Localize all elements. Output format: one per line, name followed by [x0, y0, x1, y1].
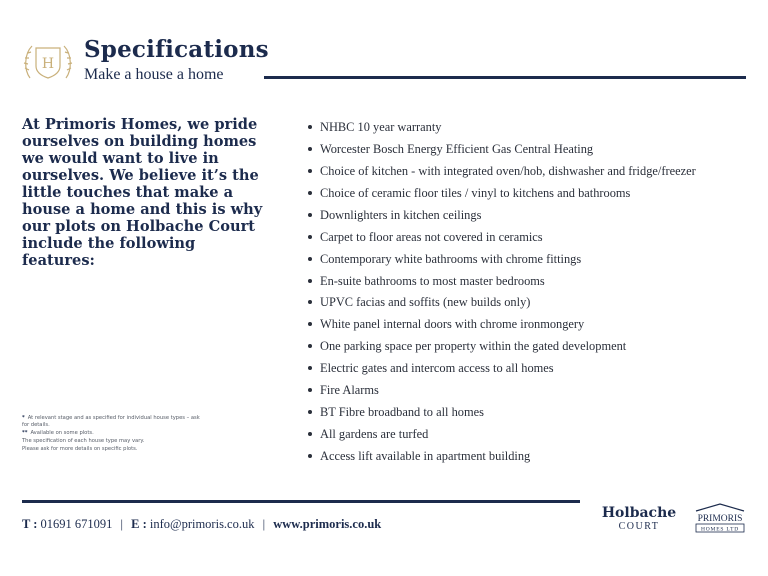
feature-text: White panel internal doors with chrome ironmongery [320, 317, 585, 332]
feature-text: Contemporary white bathrooms with chrome fittings [320, 251, 582, 266]
list-item [308, 204, 748, 226]
features-list [308, 116, 748, 467]
phone-number[interactable]: 01691 671091 [40, 517, 113, 531]
primoris-homes-logo [692, 502, 748, 534]
bullet-icon [308, 432, 312, 436]
email-label: E : [131, 517, 147, 531]
list-item [308, 116, 748, 138]
bullet-icon [308, 125, 312, 129]
feature-text: Choice of ceramic floor tiles / vinyl to kitchens and bathrooms [320, 185, 631, 200]
list-item [308, 226, 748, 248]
list-item [308, 357, 748, 379]
footnote-marker: * [22, 415, 25, 421]
separator: | [120, 517, 124, 531]
bullet-icon [308, 344, 312, 348]
holbache-crest-icon [22, 40, 74, 82]
website-link[interactable]: www.primoris.co.uk [273, 517, 382, 531]
bullet-icon [308, 235, 312, 239]
footnote [22, 415, 202, 429]
email-link[interactable]: info@primoris.co.uk [149, 517, 255, 531]
bullet-icon [308, 300, 312, 304]
list-item [308, 445, 748, 467]
feature-text: BT Fibre broadband to all homes [320, 405, 484, 420]
feature-text: All gardens are turfed [320, 427, 429, 442]
bullet-icon [308, 147, 312, 151]
header-divider [264, 76, 746, 79]
list-item [308, 401, 748, 423]
primoris-logo-name: PRIMORIS [697, 514, 743, 524]
footnote-text: Available on some plots. [30, 430, 94, 436]
contact-line [22, 517, 381, 532]
bullet-icon [308, 366, 312, 370]
list-item [308, 292, 748, 314]
bullet-icon [308, 454, 312, 458]
footnote-marker: ** [22, 430, 28, 436]
footer-divider [22, 500, 580, 503]
feature-text: NHBC 10 year warranty [320, 119, 442, 134]
footnote-text: The specification of each house type may vary. [22, 438, 145, 444]
footnote [22, 430, 202, 437]
feature-text: Carpet to floor areas not covered in ceramics [320, 229, 543, 244]
feature-text: UPVC facias and soffits (new builds only) [320, 295, 531, 310]
list-item [308, 138, 748, 160]
holbache-logo-sub: COURT [618, 521, 660, 532]
list-item [308, 423, 748, 445]
footnote-text: Please ask for more details on specific plots. [22, 446, 138, 452]
list-item [308, 270, 748, 292]
page-subtitle: Make a house a home [84, 66, 224, 83]
list-item [308, 313, 748, 335]
footnote-text: At relevant stage and as specified for individual house types – ask for details. [22, 415, 200, 428]
intro-paragraph: At Primoris Homes, we pride ourselves on building homes we would want to live in ourselves. We believe it’s the little touches that make a house a home and this is why our plots on Holbache Court include the following features: [22, 116, 263, 269]
bullet-icon [308, 410, 312, 414]
bullet-icon [308, 169, 312, 173]
list-item [308, 182, 748, 204]
list-item [308, 248, 748, 270]
bullet-icon [308, 388, 312, 392]
feature-text: Fire Alarms [320, 383, 379, 398]
bullet-icon [308, 257, 312, 261]
holbache-logo-name: Holbache [601, 505, 677, 521]
feature-text: Choice of kitchen - with integrated oven/hob, dishwasher and fridge/freezer [320, 163, 696, 178]
feature-text: One parking space per property within the gated development [320, 339, 627, 354]
bullet-icon [308, 213, 312, 217]
list-item [308, 335, 748, 357]
holbache-court-logo [600, 504, 678, 532]
crest-letter: H [41, 56, 55, 72]
list-item [308, 379, 748, 401]
feature-text: Access lift available in apartment building [320, 449, 531, 464]
feature-text: En-suite bathrooms to most master bedrooms [320, 273, 545, 288]
list-item [308, 160, 748, 182]
feature-text: Downlighters in kitchen ceilings [320, 207, 482, 222]
page-title: Specifications [84, 36, 269, 63]
bullet-icon [308, 322, 312, 326]
primoris-logo-sub: HOMES LTD [700, 526, 740, 533]
bullet-icon [308, 279, 312, 283]
feature-text: Electric gates and intercom access to all homes [320, 361, 554, 376]
bullet-icon [308, 191, 312, 195]
phone-label: T : [22, 517, 38, 531]
feature-text: Worcester Bosch Energy Efficient Gas Central Heating [320, 141, 594, 156]
separator: | [262, 517, 266, 531]
footnotes [22, 415, 202, 454]
